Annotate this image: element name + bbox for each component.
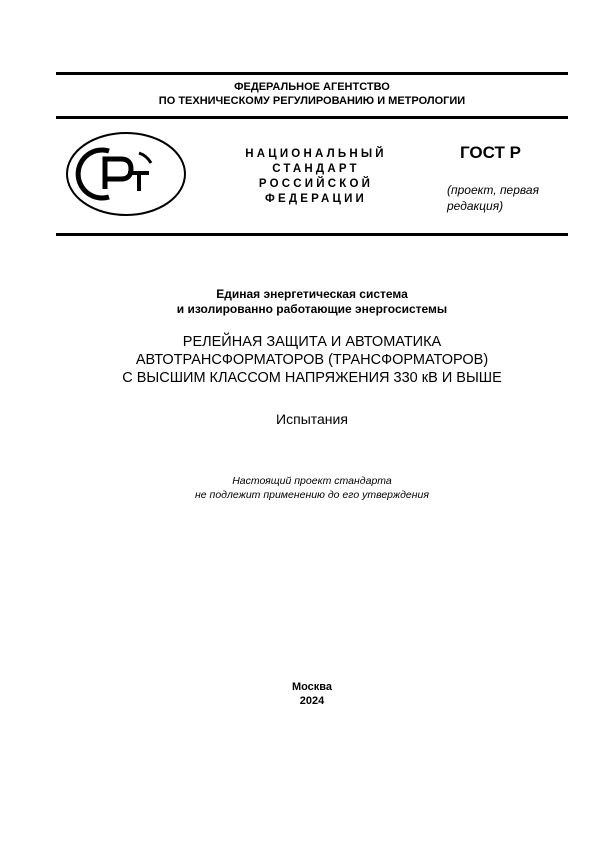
national-line-4: ФЕДЕРАЦИИ (264, 193, 368, 205)
draft-status (447, 182, 539, 214)
national-line-1: НАЦИОНАЛЬНЫЙ (245, 148, 387, 160)
draft-note (56, 474, 568, 502)
document-title (56, 333, 568, 387)
national-line-2: СТАНДАРТ (272, 163, 360, 175)
national-line-3: РОССИЙСКОЙ (258, 178, 374, 190)
publication-info (56, 680, 568, 708)
gost-label: ГОСТ Р (460, 143, 521, 162)
draft-line-2: редакция) (447, 199, 504, 213)
agency-name (56, 80, 568, 108)
system-line-2: и изолированно работающие энергосистемы (176, 302, 448, 316)
title-line-3: С ВЫСШИМ КЛАССОМ НАПРЯЖЕНИЯ 330 кВ И ВЫШЕ (122, 370, 502, 386)
national-standard-heading (216, 147, 416, 207)
agency-line-1: ФЕДЕРАЛЬНОЕ АГЕНТСТВО (234, 81, 390, 93)
note-line-1: Настоящий проект стандарта (232, 475, 392, 487)
agency-rule (56, 116, 568, 119)
publication-year: 2024 (299, 695, 325, 707)
title-line-2: АВТОТРАНСФОРМАТОРОВ (ТРАНСФОРМАТОРОВ) (135, 352, 489, 368)
rst-logo-icon (65, 131, 187, 217)
publication-city: Москва (291, 681, 333, 693)
document-subtitle: Испытания (276, 411, 348, 427)
draft-line-1: (проект, первая (447, 183, 539, 197)
header-bottom-rule (56, 233, 568, 236)
note-line-2: не подлежит применению до его утверждения (195, 489, 429, 501)
system-line-1: Единая энергетическая система (216, 287, 408, 301)
system-heading (56, 287, 568, 317)
top-rule (56, 72, 568, 75)
title-line-1: РЕЛЕЙНАЯ ЗАЩИТА И АВТОМАТИКА (182, 334, 442, 350)
agency-line-2: ПО ТЕХНИЧЕСКОМУ РЕГУЛИРОВАНИЮ И МЕТРОЛОГИИ (158, 95, 466, 107)
